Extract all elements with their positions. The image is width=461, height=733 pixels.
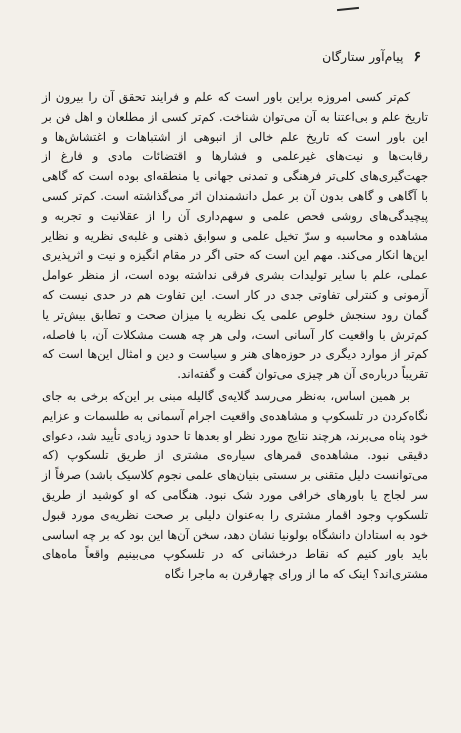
running-head — [322, 49, 421, 65]
book-title: پیام‌آور ستارگان — [322, 49, 404, 64]
body-text — [42, 88, 428, 585]
top-edge-mark — [337, 7, 359, 11]
page-number: ۶ — [413, 49, 421, 65]
paragraph-1: کم‌تر کسی امروزه براین باور است که علم و فرایند تحقق آن را بیرون از تاریخ علم و بی‌اعتنا به آن می‌توان شناخت. کم‌تر کسی از مطلعان و اهل فن بر این باور است که تاریخ علم خالی از انبوهی از اشتباهات و اغتشاش‌ها و رقابت‌ها و نیت‌های غیرعلمی و فشارها و اقتضائات مادی و فارغ از جهت‌گیری‌های کلی‌تر فرهنگی و تمدنی جهانی یا منطقه‌ای بوده است که گاهی با آگاهی و گاهی بدون آن بر عمل دانشمندان اثر می‌گذاشته است. کم‌تر کسی پیچیدگی‌های روشی فحص علمی و سهم‌داری آن را از عقلانیت و تجربه و مشاهده و محاسبه و سرّ تخیل علمی و سوابق ذهنی و غلبه‌ی نظریه و نظایر این‌ها انکار می‌کند. مهم این است که حتی اگر در مقام انگیزه و نیت و اثرپذیری عملی، علم با سایر تولیدات بشری فرقی نداشته بوده است، از منظر عوامل آزمونی و کنترلی تفاوتی جدی در کار است. این تفاوت هم در حدی نیست که گمان رود سنجش خلوص علمی یک نظریه یا میزان صحت و تطابق بیش‌تر یا کم‌ترش با واقعیت کار آسانی است، ولی هر چه هست مشکلات آن، با فاصله، کم‌تر از موارد دیگری در حوزه‌های هنر و سیاست و دین و امثال این‌ها است که تقریباً درباره‌ی آن هر چیزی می‌توان گفت و گفته‌اند. — [42, 90, 428, 382]
paragraph-2: بر همین اساس، به‌نظر می‌رسد گلایه‌ی گالیله مبنی بر این‌که برخی به جای نگاه‌کردن در تلسکوپ و مشاهده‌ی واقعیت اجرام آسمانی به طلسمات و عزایم خود پناه می‌برند، هرچند نتایج مورد نظر او بعدها تا حدود زیادی تأیید شد، دعوای دقیقی نبود. مشاهده‌ی قمرهای سیاره‌ی مشتری از طریق تلسکوپ (که می‌توانست دلیل متقنی بر سستی بنیان‌های علمی نجوم کلاسیک باشد) صرفاً از سر لجاج یا باورهای خرافی مورد شک نبود. هنگامی که او کوشید از طریق تلسکوپ وجود اقمار مشتری را به‌عنوان دلیلی بر صحت نظریه‌ی مورد قبول خود به استادان دانشگاه بولونیا نشان دهد، سخن آن‌ها این بود که بر چه اساسی باید باور کنیم که نقاط درخشانی که در تلسکوپ می‌بینیم واقعاً ماه‌های مشتری‌اند؟ اینک که ما از ورای چهارقرن به ماجرا نگاه — [42, 388, 428, 582]
